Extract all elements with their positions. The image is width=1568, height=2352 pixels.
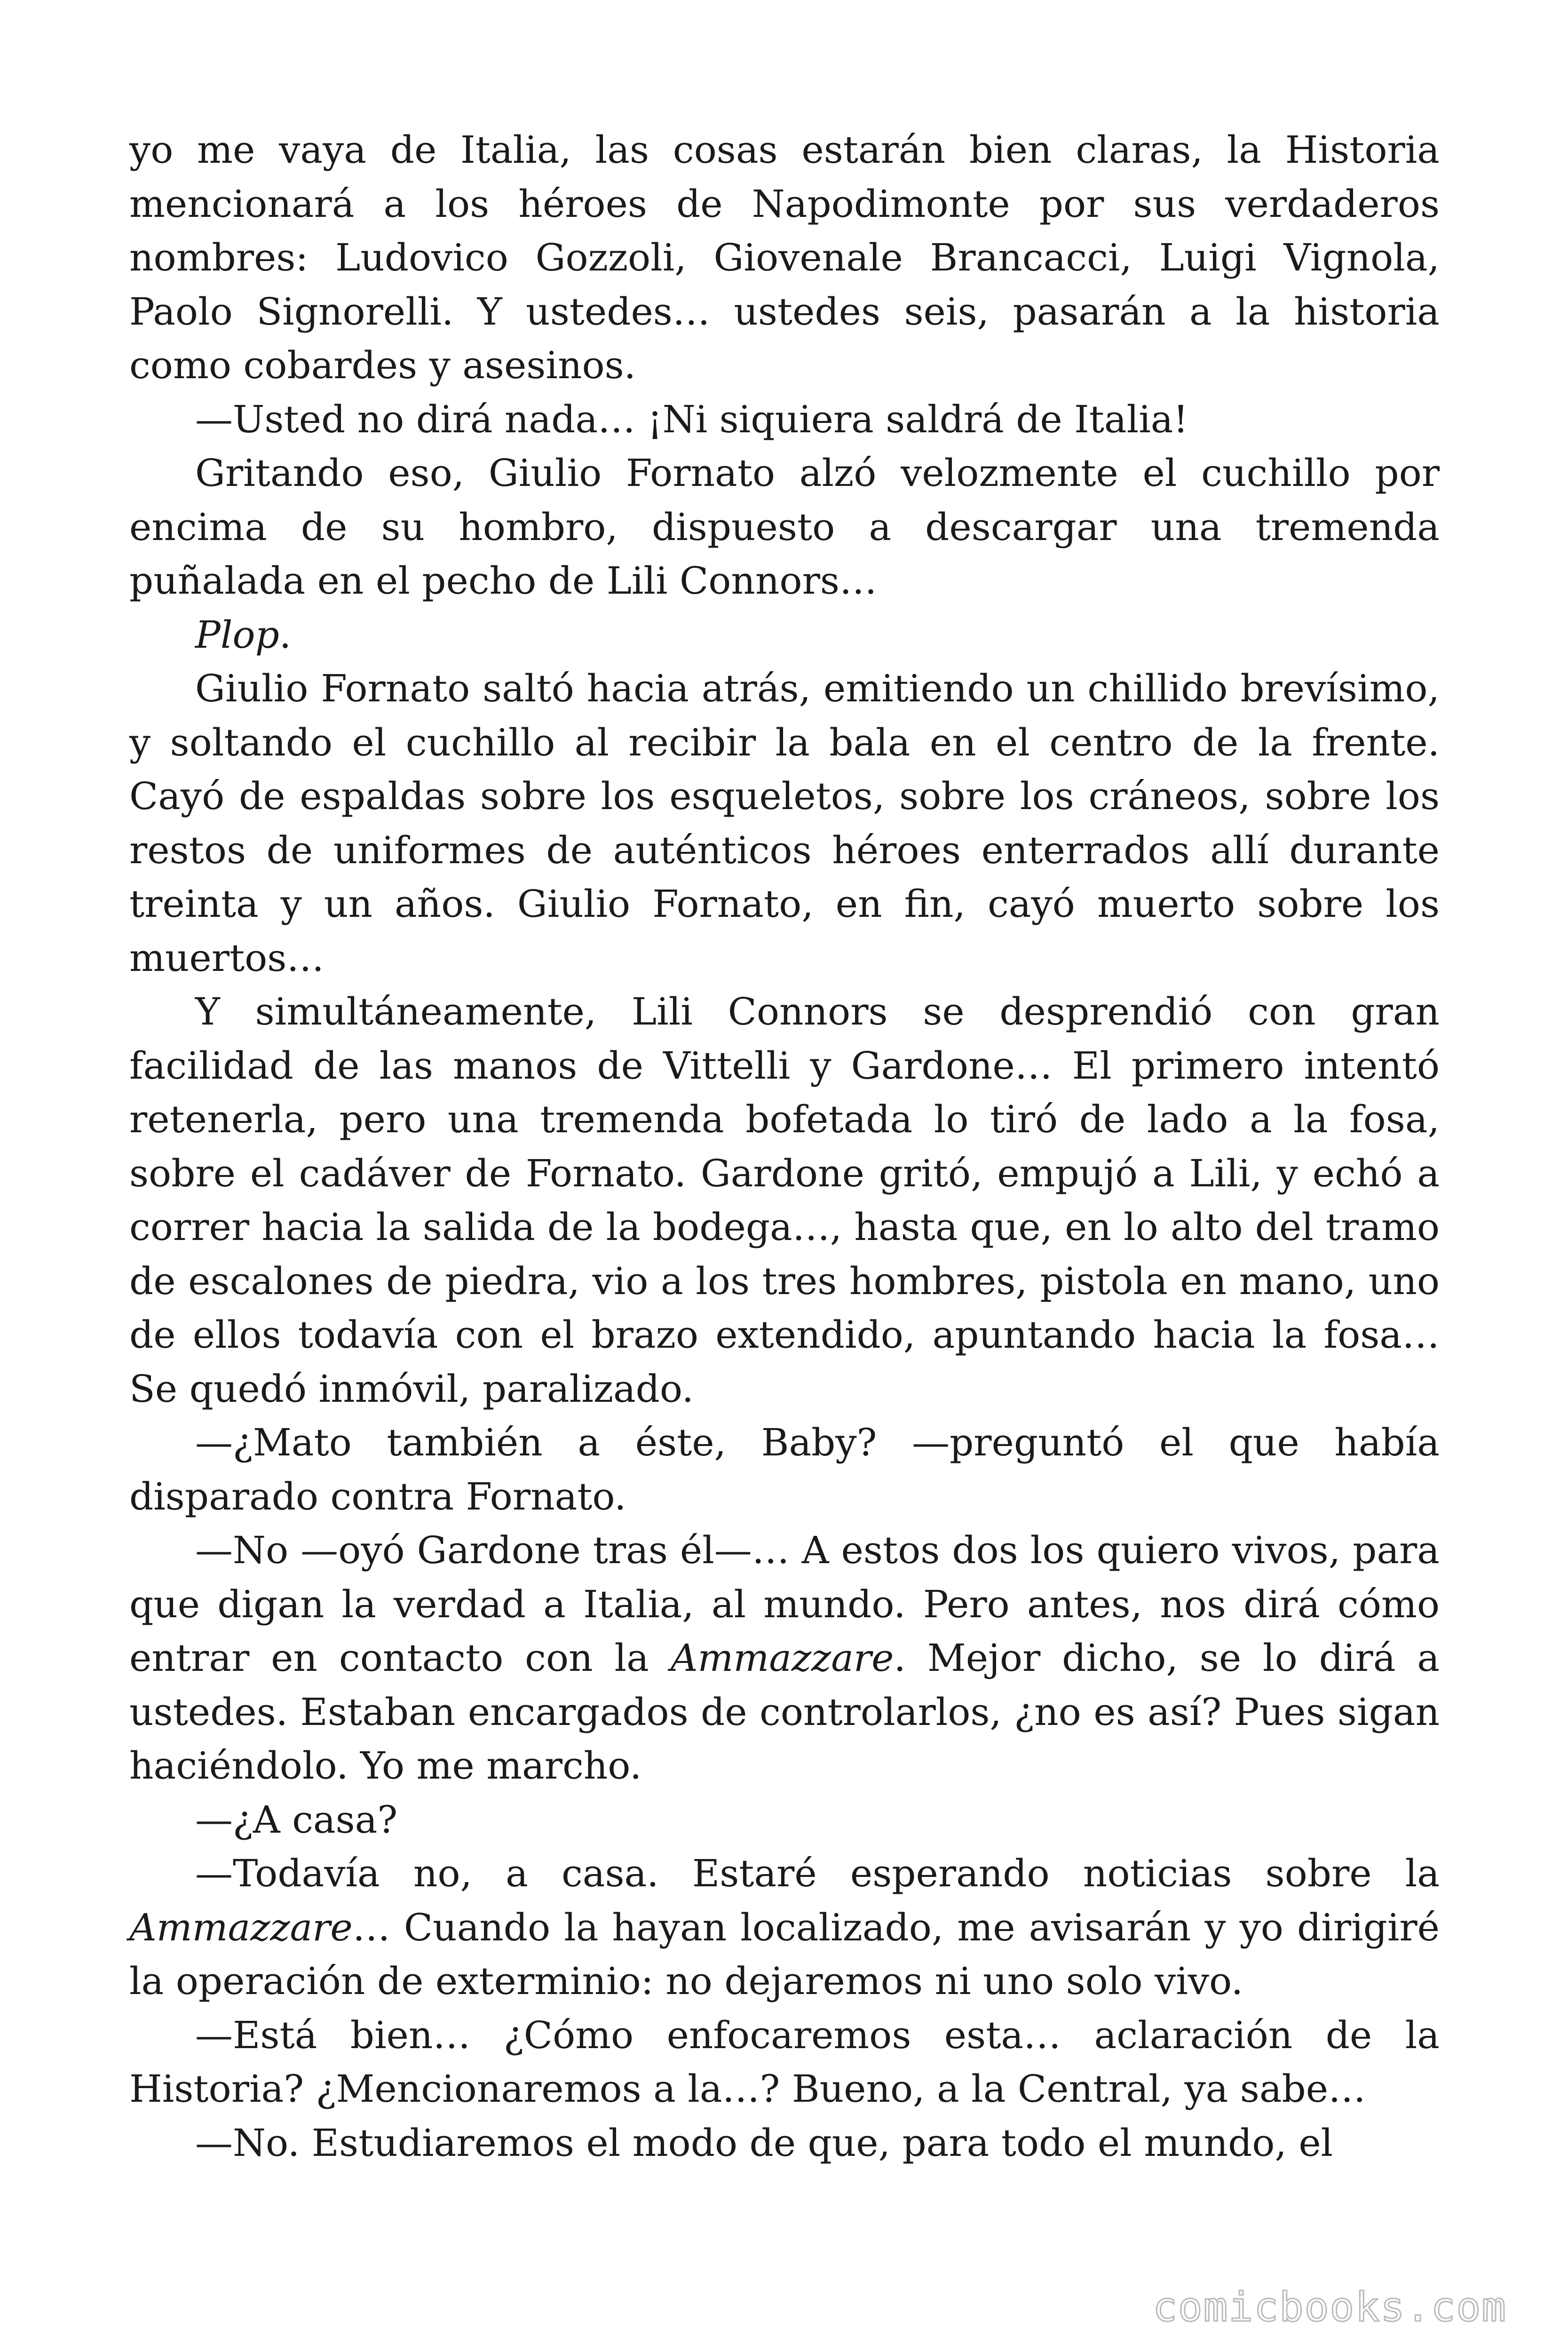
paragraph — [129, 1524, 1440, 1793]
text-run: Y simultáneamente, Lili Connors se desprendió con gran facilidad de las manos de Vittelli y Gardone… El primero intentó retenerla, pero una tremenda bofetada lo tiró de lado a la fosa, sobre el cadáver de Fornato. Gardone gritó, empujó a Lili, y echó a correr hacia la salida de la bodega…, hasta que, en lo alto del tramo de escalones de piedra, vio a los tres hombres, pistola en mano, uno de ellos todavía con el brazo extendido, apuntando hacia la fosa… Se quedó inmóvil, paralizado. — [129, 990, 1440, 1411]
watermark: comicbooks.com — [1153, 2284, 1507, 2331]
paragraph — [129, 123, 1440, 393]
text-run: —Usted no dirá nada… ¡Ni siquiera saldrá de Italia! — [195, 397, 1188, 441]
paragraph — [129, 2009, 1440, 2116]
text-run: —Todavía no, a casa. Estaré esperando noticias sobre la — [195, 1851, 1440, 1895]
text-run: —No —oyó Gardone tras él—… A estos dos los quiero vivos, para que digan la verdad a Italia, al mundo. Pero antes, nos dirá cómo entrar en contacto con la — [129, 1528, 1440, 1680]
italic-run: Ammazzare — [670, 1636, 894, 1680]
paragraph — [129, 1847, 1440, 2009]
paragraph — [129, 1416, 1440, 1524]
paragraph — [129, 662, 1440, 985]
text-run: Giulio Fornato saltó hacia atrás, emitiendo un chillido brevísimo, y soltando el cuchillo al recibir la bala en el centro de la frente. Cayó de espaldas sobre los esqueletos, sobre los cráneos, sobre los restos de uniformes de auténticos héroes enterrados allí durante treinta y un años. Giulio Fornato, en fin, cayó muerto sobre los muertos… — [129, 667, 1440, 980]
paragraph — [129, 446, 1440, 608]
text-run: yo me vaya de Italia, las cosas estarán bien claras, la Historia mencionará a los héroes de Napodimonte por sus verdaderos nombres: Ludovico Gozzoli, Giovenale Brancacci, Luigi Vignola, Paolo Signorelli. Y ustedes… ustedes seis, pasarán a la historia como cobardes y asesinos. — [129, 128, 1440, 387]
paragraph — [129, 608, 1440, 662]
paragraph — [129, 393, 1440, 447]
text-run: Gritando eso, Giulio Fornato alzó velozmente el cuchillo por encima de su hombro, dispuesto a descargar una tremenda puñalada en el pecho de Lili Connors… — [129, 451, 1440, 603]
text-run: —No. Estudiaremos el modo de que, para todo el mundo, el — [195, 2121, 1333, 2165]
text-run: —¿A casa? — [195, 1797, 398, 1842]
text-run: . — [279, 612, 292, 657]
paragraph — [129, 985, 1440, 1416]
text-run: —¿Mato también a éste, Baby? —preguntó el que había disparado contra Fornato. — [129, 1421, 1440, 1518]
paragraph — [129, 1793, 1440, 1847]
body-text — [129, 123, 1440, 2170]
italic-run: Plop — [195, 612, 279, 657]
text-run: —Está bien… ¿Cómo enfocaremos esta… aclaración de la Historia? ¿Mencionaremos a la…? Bueno, a la Central, ya sabe… — [129, 2013, 1440, 2111]
italic-run: Ammazzare — [129, 1905, 353, 1949]
paragraph — [129, 2116, 1440, 2170]
text-run: . Mejor dicho, se lo dirá a ustedes. Estaban encargados de controlarlos, ¿no es así? Pues sigan haciéndolo. Yo me marcho. — [129, 1636, 1440, 1788]
text-run: … Cuando la hayan localizado, me avisarán y yo dirigiré la operación de exterminio: no dejaremos ni uno solo vivo. — [129, 1905, 1440, 2003]
